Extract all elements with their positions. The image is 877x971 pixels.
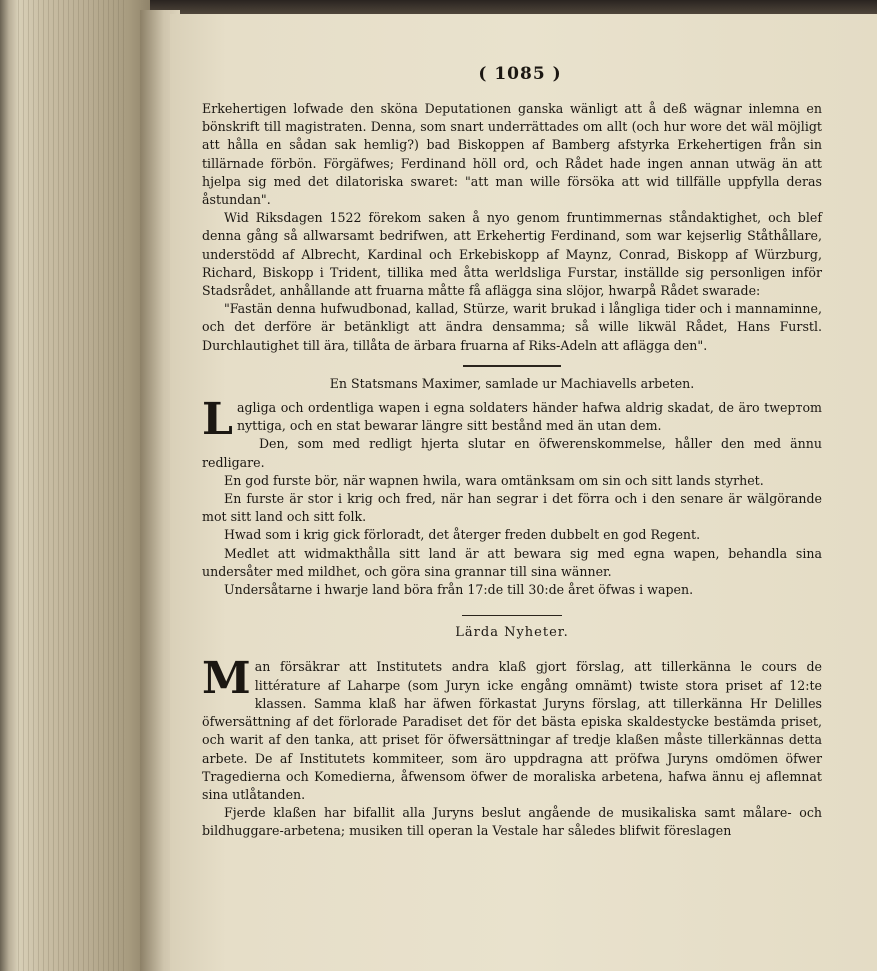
book-page bbox=[170, 14, 877, 971]
maxim-2: Den, som med redligt hjerta slutar en öfwerenskommelse, håller den med ännu redligare. bbox=[202, 436, 822, 470]
maxim-6: Medlet att widmakthålla sitt land är att bewara sig med egna wapen, behandla sina undersåter med mildhet, och göra sina grannar till sina wänner. bbox=[202, 545, 822, 579]
section-title-maximer: En Statsmans Maximer, samlade ur Machiavells arbeten. bbox=[329, 375, 695, 391]
dropcap-m: M bbox=[202, 653, 251, 705]
maxim-3: En god furste bör, när wapnen hwila, wara omtänksam om sin och sitt lands styrhet. bbox=[224, 472, 764, 488]
page-stack-edge bbox=[0, 0, 150, 971]
divider-2 bbox=[462, 615, 562, 616]
maxim-1: Lagliga och ordentliga wapen i egna soldaters händer hafwa aldrig skadat, de äro tweртom nyttiga, och en stat bewarar längre sitt bestånd med än utan dem. bbox=[202, 394, 822, 446]
maxim-5: Hwad som i krig gick förloradt, det återger freden dubbelt en god Regent. bbox=[224, 527, 701, 543]
page-number: ( 1085 ) bbox=[478, 64, 562, 84]
news-paragraph-1: Man försäkrar att Institutets andra klaß gjort förslag, att tillerkänna le cours de littérature af Laharpe (som Juryn icke engång omnämt) twiste stora priset af 12:te klassen. Samma klaß har äfwen förkastat Juryns förslag, att tillerkänna Hr Delilles öfwersättning af det förlorade Paradiset det för det bästa episka skaldestycke bestämda priset, och warit af den tanka, att priset för öfwersättningar af tredje klaßen måste tillerkännas detta arbete. De af Institutets kommiteer, som äro uppdragna att pröfwa Juryns omdömen öfwer Tragedierna och Komedierna, åfwensom öfwer de moraliska arbetena, hafwa ännu ej aflemnat sina utlåtanden. bbox=[202, 653, 822, 802]
quote-paragraph: "Fastän denna hufwudbonad, kallad, Stürze, warit brukad i långliga tider och i mannaminne, och det derföre är betänkligt att ändra densamma; så wille likwäl Rådet, Hans Furstl. Durchlautighet till ära, tillåta de ärbara fruarna af Riks-Adeln att aflägga den". bbox=[202, 301, 822, 353]
paragraph-1: Erkehertigen lofwade den sköna Deputationen ganska wänligt att å deß wägnar inlemna en bönskrift till magistraten. Denna, som snart underrättades om allt (och hur wore det wäl möjligt att hålla en sådan sak hemlig?) bad Biskoppen af Bamberg afstyrka Erkehertigen från sin tillärnade förbön. Förgäfwes; Ferdinand höll ord, och Rådet hade ingen annan utwäg än att hjelpa sig med det dilatoriska swaret: "att man wille försöka att wid tillfälle uppfylla deras åstundan". bbox=[202, 101, 822, 208]
page-body bbox=[202, 100, 822, 841]
paragraph-2: Wid Riksdagen 1522 förekom saken å nyo genom fruntimmernas ståndaktighet, och blef denna gång så allwarsamt bedrifwen, att Erkehertig Ferdinand, som war kejserlig Ståthållare, understödd af Albrecht, Kardinal och Erkebiskopp af Maynz, Conrad, Biskopp af Würzburg, Richard, Biskopp i Trident, tillika med åtta werldsliga Furstar, inställde sig personligen inför Stadsrådet, anhållande att fruarna måtte få aflägga sina slöjor, hwarpå Rådet swarade: bbox=[202, 210, 822, 299]
maxim-7: Undersåtarne i hwarje land böra från 17:de till 30:de året öfwas i wapen. bbox=[224, 582, 694, 598]
dropcap-l: L bbox=[202, 394, 233, 446]
divider bbox=[463, 365, 561, 367]
news-paragraph-2: Fjerde klaßen har bifallit alla Juryns beslut angående de musikaliska samt målare- och bildhuggare-arbetena; musiken till operan la Vestale har således blifwit föreslagen bbox=[202, 805, 822, 839]
section-title-larda: Lärda Nyheter. bbox=[455, 625, 569, 641]
maxim-4: En furste är stor i krig och fred, när han segrar i det förra och i den senare är wälgörande mot sitt land och sitt folk. bbox=[202, 491, 822, 525]
